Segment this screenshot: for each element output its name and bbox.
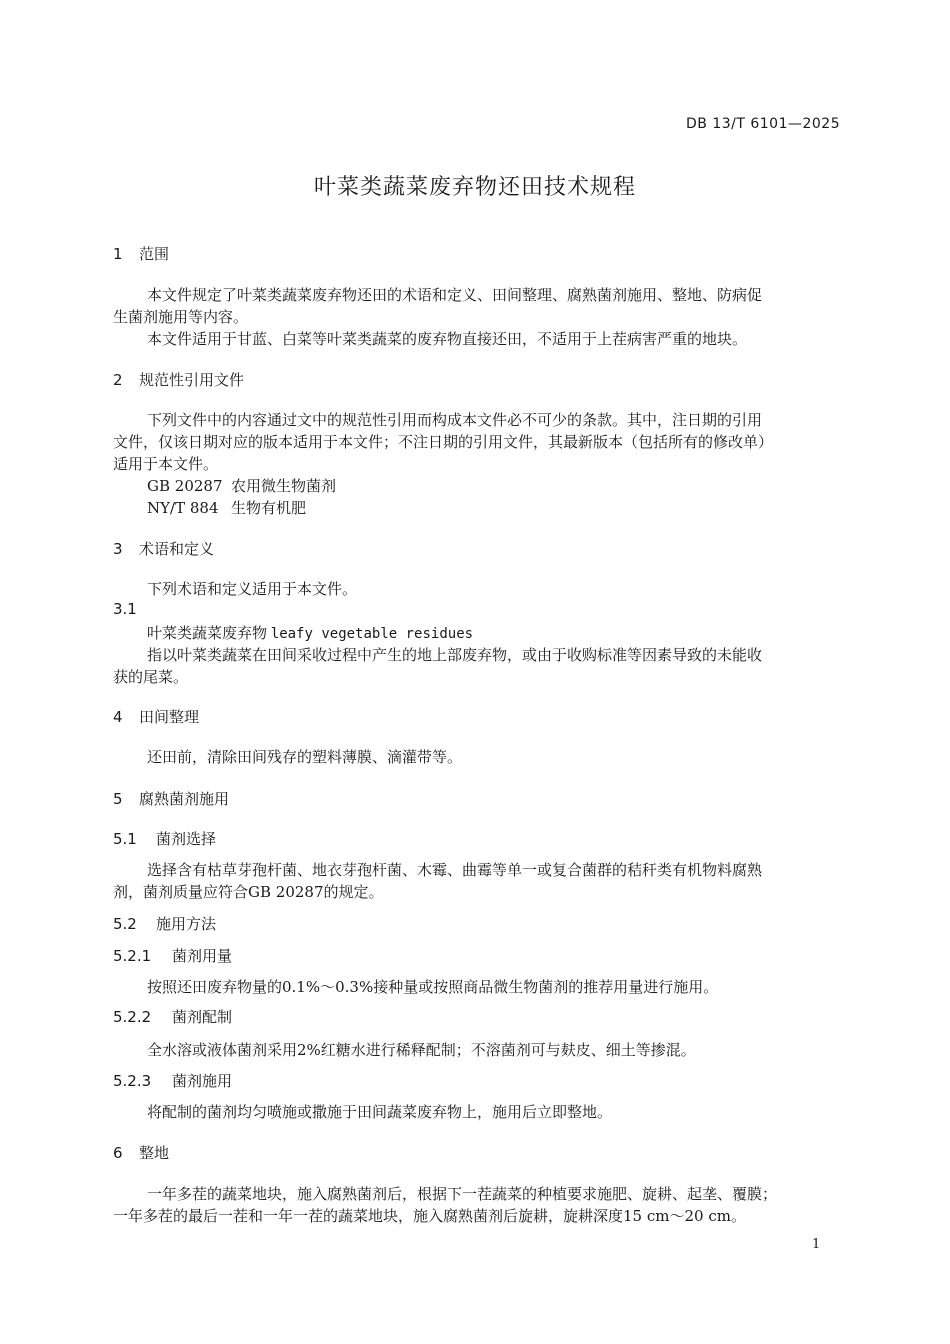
subsection-5-2-1-heading	[113, 945, 232, 966]
subsection-title: 菌剂施用	[172, 1072, 233, 1090]
reference-code: NY/T 884	[147, 499, 219, 517]
paragraph-line: 指以叶菜类蔬菜在田间采收过程中产生的地上部废弃物，或由于收购标准等因素导致的未能收	[147, 646, 763, 664]
subsection-5-2-heading	[113, 913, 216, 934]
subsection-number: 5.2.3	[113, 1072, 152, 1090]
subsection-number: 5.1	[113, 830, 137, 848]
section-2-heading	[113, 369, 244, 390]
section-title: 整地	[139, 1144, 170, 1162]
section-number: 2	[113, 371, 123, 389]
paragraph-line: 还田前，清除田间残存的塑料薄膜、滴灌带等。	[147, 748, 463, 766]
section-1-heading	[113, 243, 169, 264]
subsection-number: 5.2	[113, 915, 137, 933]
section-4-heading	[113, 706, 199, 727]
paragraph-line: 文件，仅该日期对应的版本适用于本文件；不注日期的引用文件，其最新版本（包括所有的修改单）	[113, 433, 774, 451]
section-number: 1	[113, 245, 123, 263]
section-title: 规范性引用文件	[139, 371, 245, 389]
subsection-5-1-heading	[113, 828, 216, 849]
paragraph-line: 选择含有枯草芽孢杆菌、地衣芽孢杆菌、木霉、曲霉等单一或复合菌群的秸秆类有机物料腐熟	[147, 861, 763, 879]
reference-name: 农用微生物菌剂	[231, 477, 337, 495]
term-english: leafy vegetable residues	[270, 626, 474, 642]
section-number: 4	[113, 708, 123, 726]
paragraph-line: 剂，菌剂质量应符合GB 20287的规定。	[113, 883, 384, 901]
paragraph-line: 一年多茬的蔬菜地块，施入腐熟菌剂后，根据下一茬蔬菜的种植要求施肥、旋耕、起垄、覆膜；	[147, 1185, 778, 1203]
paragraph-line: 下列术语和定义适用于本文件。	[147, 580, 358, 598]
section-5-heading	[113, 788, 229, 809]
paragraph-line: 本文件适用于甘蓝、白菜等叶菜类蔬菜的废弃物直接还田，不适用于上茬病害严重的地块。	[147, 330, 748, 348]
subsection-title: 施用方法	[156, 915, 217, 933]
subsection-5-2-2-heading	[113, 1006, 232, 1027]
subsection-title: 菌剂用量	[172, 947, 233, 965]
term-chinese: 叶菜类蔬菜废弃物	[147, 624, 268, 642]
section-6-heading	[113, 1142, 169, 1163]
term-number: 3.1	[113, 600, 137, 618]
section-title: 术语和定义	[139, 540, 215, 558]
section-3-heading	[113, 538, 214, 559]
paragraph-line: 按照还田废弃物量的0.1%～0.3%接种量或按照商品微生物菌剂的推荐用量进行施用。	[147, 978, 719, 996]
subsection-title: 菌剂配制	[172, 1008, 233, 1026]
subsection-number: 5.2.1	[113, 947, 152, 965]
reference-code: GB 20287	[147, 477, 223, 495]
section-number: 3	[113, 540, 123, 558]
reference-item	[147, 497, 306, 518]
section-title: 腐熟菌剂施用	[139, 790, 230, 808]
paragraph-line: 生菌剂施用等内容。	[113, 308, 249, 326]
paragraph-line: 获的尾菜。	[113, 668, 189, 686]
section-number: 6	[113, 1144, 123, 1162]
subsection-number: 5.2.2	[113, 1008, 152, 1026]
subsection-5-2-3-heading	[113, 1070, 232, 1091]
paragraph-line: 全水溶或液体菌剂采用2%红糖水进行稀释配制；不溶菌剂可与麸皮、细土等掺混。	[147, 1041, 696, 1059]
paragraph-line: 下列文件中的内容通过文中的规范性引用而构成本文件必不可少的条款。其中，注日期的引用	[147, 411, 763, 429]
page-number: 1	[812, 1237, 821, 1252]
section-title: 范围	[139, 245, 170, 263]
paragraph-line: 将配制的菌剂均匀喷施或撒施于田间蔬菜废弃物上，施用后立即整地。	[147, 1103, 613, 1121]
term-entry	[147, 622, 473, 643]
document-title: 叶菜类蔬菜废弃物还田技术规程	[313, 175, 636, 200]
paragraph-line: 一年多茬的最后一茬和一年一茬的蔬菜地块，施入腐熟菌剂后旋耕，旋耕深度15 cm～20 cm。	[113, 1207, 746, 1225]
standard-number: DB 13/T 6101—2025	[686, 116, 841, 132]
subsection-title: 菌剂选择	[156, 830, 217, 848]
reference-name: 生物有机肥	[231, 499, 307, 517]
paragraph-line: 本文件规定了叶菜类蔬菜废弃物还田的术语和定义、田间整理、腐熟菌剂施用、整地、防病促	[147, 286, 763, 304]
reference-item	[147, 475, 336, 496]
section-title: 田间整理	[139, 708, 200, 726]
paragraph-line: 适用于本文件。	[113, 455, 219, 473]
section-number: 5	[113, 790, 123, 808]
